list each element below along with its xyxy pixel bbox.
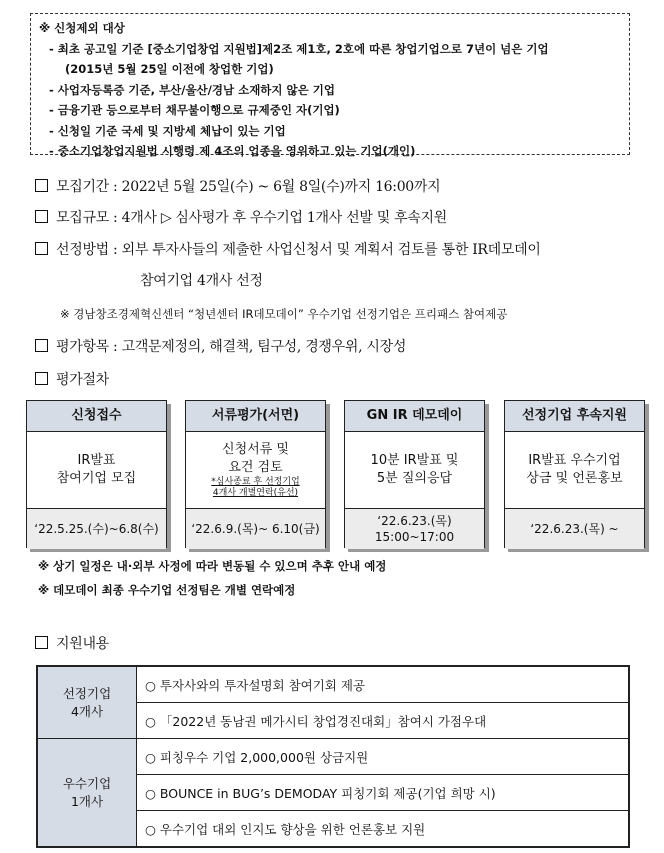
stage-date: ‘22.5.25.(수)~6.8(수) <box>27 509 166 549</box>
table-row <box>37 739 629 775</box>
support-title-line <box>35 633 109 653</box>
exclusion-item: - 사업자등록증 기준, 부산/울산/경남 소재하지 않은 기업 <box>49 82 335 97</box>
category-label: 선정기업 <box>62 685 112 701</box>
table-row <box>37 666 629 703</box>
stage-head: 신청접수 <box>27 401 166 432</box>
stage-body-line: 요건 검토 <box>228 460 283 475</box>
stage-date: ‘22.6.9.(목)~ 6.10(금) <box>186 509 325 549</box>
method-line-2: 참여기업 4개사 선정 <box>140 273 263 289</box>
exclusion-item: - 신청일 기준 국세 및 지방세 체납이 있는 기업 <box>49 123 286 138</box>
support-item: ○ BOUNCE in BUG’s DEMODAY 피칭기회 제공(기업 희망 시) <box>137 775 630 811</box>
method-line <box>35 239 541 259</box>
process-title: 평가절차 <box>56 372 109 388</box>
exclusion-item: - 중소기업창업지원법 시행령 제 4조의 업종을 영위하고 있는 기업(개인) <box>49 144 416 158</box>
stage-card-document-review <box>185 400 326 548</box>
stage-card-demoday <box>344 400 485 548</box>
support-item: ○ 피칭우수 기업 2,000,000원 상금지원 <box>137 739 630 775</box>
category-cell <box>37 666 137 739</box>
stage-body-line: 상금 및 언론홍보 <box>526 471 623 486</box>
exclusion-title: ※ 신청제외 대상 <box>39 21 125 35</box>
stage-card-application <box>26 400 167 548</box>
stage-body-line: IR발표 <box>77 453 116 468</box>
checkbox-square-icon <box>35 372 48 385</box>
checkbox-square-icon <box>35 339 48 352</box>
category-count: 4개사 <box>70 703 104 719</box>
stage-body <box>27 432 166 509</box>
stage-head: 서류평가(서면) <box>186 401 325 432</box>
checkbox-square-icon <box>35 242 48 255</box>
stage-body <box>186 432 325 509</box>
exclusion-box <box>30 13 630 158</box>
support-item: ○ 투자사와의 투자설명회 참여기회 제공 <box>137 666 630 703</box>
stage-small-note: *심사종료 후 선정기업 <box>211 477 300 487</box>
method-text: 선정방법 : 외부 투자사들의 제출한 사업신청서 및 계획서 검토를 통한 IR데모데이 <box>56 242 541 258</box>
support-item: ○ 우수기업 대외 인지도 향상을 위한 언론홍보 지원 <box>137 811 630 848</box>
stage-body-line: 10분 IR발표 및 <box>370 453 459 468</box>
stage-time-line: 15:00~17:00 <box>374 530 455 544</box>
period-text: 모집기간 : 2022년 5월 25일(수) ~ 6월 8일(수)까지 16:00까지 <box>56 179 441 195</box>
category-cell <box>37 739 137 848</box>
checkbox-square-icon <box>35 636 48 649</box>
support-table <box>36 665 630 848</box>
checkbox-square-icon <box>35 179 48 192</box>
criteria-line <box>35 336 406 356</box>
stage-body-line: 신청서류 및 <box>222 442 289 457</box>
category-label: 우수기업 <box>62 775 112 791</box>
exclusion-item: - 최초 공고일 기준 [중소기업창업 지원법]제2조 제1호, 2호에 따른 창업기업으로 7년이 넘은 기업 <box>49 41 549 56</box>
stage-head: GN IR 데모데이 <box>345 401 484 432</box>
stage-head: 선정기업 후속지원 <box>505 401 644 432</box>
support-title: 지원내용 <box>56 636 109 652</box>
support-item: ○ 「2022년 동남권 메가시티 창업경진대회」참여시 가점우대 <box>137 703 630 739</box>
exclusion-item: - 금융기관 등으로부터 채무불이행으로 규제중인 자(기업) <box>49 103 340 117</box>
stage-date-line: ‘22.6.23.(목) <box>377 514 452 528</box>
period-line <box>35 176 440 196</box>
stage-body <box>345 432 484 509</box>
checkbox-square-icon <box>35 210 48 223</box>
criteria-text: 평가항목 : 고객문제정의, 해결책, 팀구성, 경쟁우위, 시장성 <box>56 339 407 355</box>
stage-date <box>345 509 484 549</box>
stage-body-line: 참여기업 모집 <box>56 471 137 486</box>
exclusion-item-cont: (2015년 5월 25일 이전에 창업한 기업) <box>65 62 274 76</box>
stage-small-note: 4개사 개별연락(유선) <box>212 488 299 498</box>
method-note: ※ 경남창조경제혁신센터 “청년센터 IR데모데이” 우수기업 선정기업은 프리패스 참여제공 <box>60 307 508 321</box>
contact-note: ※ 데모데이 최종 우수기업 선정팀은 개별 연락예정 <box>38 583 296 597</box>
stage-body-line: 5분 질의응답 <box>376 471 453 486</box>
process-title-line <box>35 369 109 389</box>
scale-line <box>35 207 447 227</box>
scale-text: 모집규모 : 4개사 ▷ 심사평가 후 우수기업 1개사 선발 및 후속지원 <box>56 210 447 226</box>
stage-body-line: IR발표 우수기업 <box>528 453 621 468</box>
stage-date: ‘22.6.23.(목) ~ <box>505 509 644 549</box>
category-count: 1개사 <box>70 793 104 809</box>
stage-body <box>505 432 644 509</box>
schedule-note: ※ 상기 일정은 내·외부 사정에 따라 변동될 수 있으며 추후 안내 예정 <box>38 559 387 573</box>
stage-card-followup <box>504 400 645 548</box>
